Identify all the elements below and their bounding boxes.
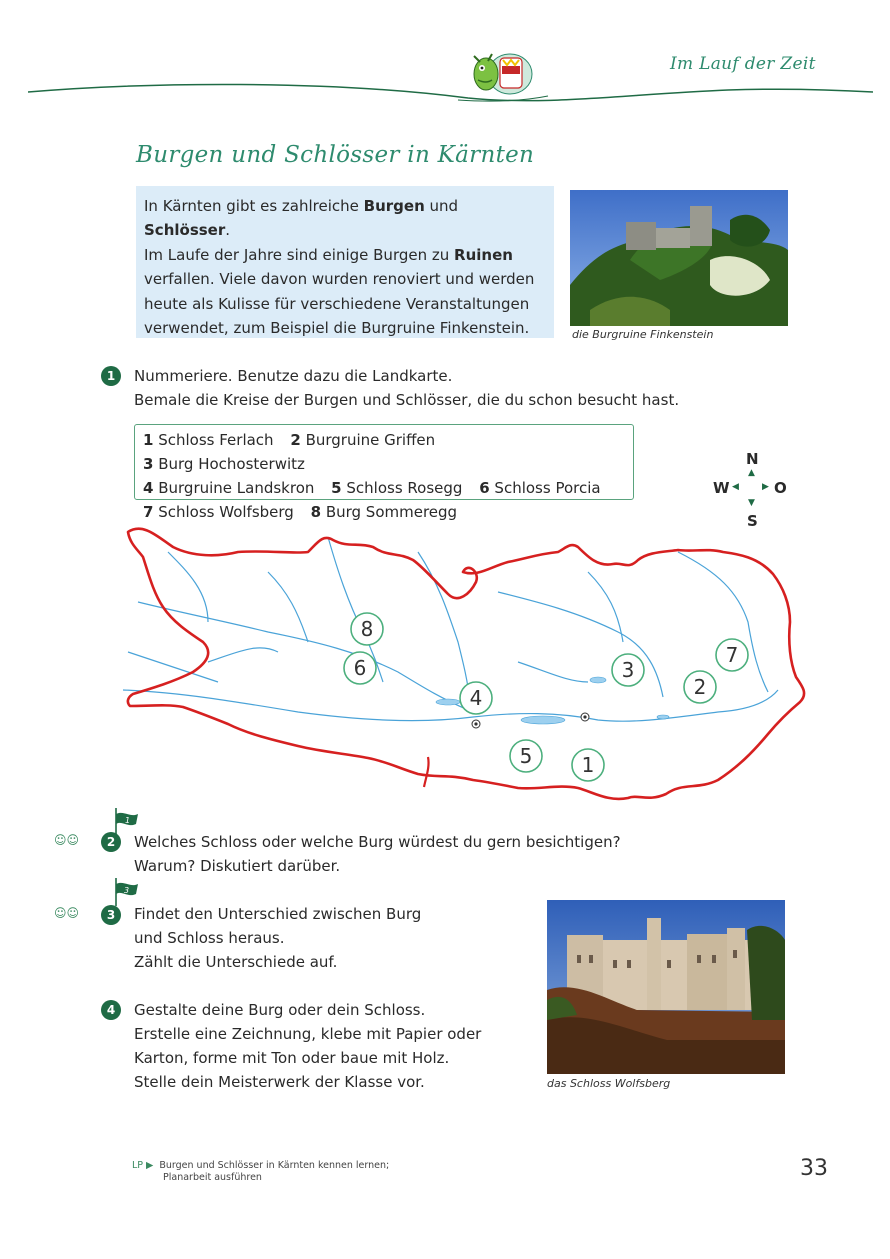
map-marker: [344, 652, 376, 684]
task-4-line-3: Karton, forme mit Ton oder baue mit Holz.: [134, 1049, 450, 1067]
map-marker: [612, 654, 644, 686]
page-number: 33: [800, 1156, 828, 1181]
lp-label: LP ▶: [132, 1160, 154, 1171]
task-3-line-1: Findet den Unterschied zwischen Burg: [134, 905, 422, 923]
map-state-border: [128, 529, 804, 799]
photo-caption-wolfsberg: das Schloss Wolfsberg: [547, 1077, 671, 1090]
map-marker: [684, 671, 716, 703]
map-marker-label: 1: [581, 753, 595, 777]
task-3-text: [134, 902, 421, 974]
map-marker-label: 3: [621, 658, 635, 682]
map-marker: [572, 749, 604, 781]
task-4-line-1: Gestalte deine Burg oder dein Schloss.: [134, 1001, 426, 1019]
castle-list-item: 2 Burgruine Griffen: [290, 431, 436, 449]
castle-list-row-2: [143, 476, 625, 500]
intro-line-4: heute als Kulisse für verschiedene Veranstaltungen: [144, 294, 530, 313]
task-1-line-2: Bemale die Kreise der Burgen und Schlösser, die du schon besucht hast.: [134, 391, 680, 409]
map-marker-label: 7: [725, 643, 739, 667]
task-2-text: [134, 830, 621, 878]
compass-arrow-up-icon: ▲: [748, 468, 755, 478]
castle-list-item: 3 Burg Hochosterwitz: [143, 455, 305, 473]
photo-caption-finkenstein: die Burgruine Finkenstein: [572, 328, 714, 341]
intro-line-5: verwendet, zum Beispiel die Burgruine Finkenstein.: [144, 319, 530, 338]
compass-north: N: [746, 450, 759, 468]
task-4-line-4: Stelle dein Meisterwerk der Klasse vor.: [134, 1073, 425, 1091]
pair-work-icon: ☺☺: [54, 906, 80, 920]
compass-east: O: [774, 479, 787, 497]
task-4-text: [134, 998, 481, 1094]
compass-arrow-down-icon: ▼: [748, 498, 755, 508]
photo-burgruine-finkenstein: [570, 190, 788, 326]
task-2-line-1: Welches Schloss oder welche Burg würdest du gern besichtigen?: [134, 833, 621, 851]
task-number-2: 2: [101, 832, 121, 852]
map-kaernten: [118, 512, 818, 817]
compass-south: S: [747, 512, 758, 530]
compass-arrow-right-icon: ▶: [762, 482, 769, 492]
task-3-line-3: Zählt die Unterschiede auf.: [134, 953, 338, 971]
footer-line-1: LP ▶ Burgen und Schlösser in Kärnten kennen lernen;: [132, 1160, 390, 1171]
task-1-line-1: Nummeriere. Benutze dazu die Landkarte.: [134, 367, 453, 385]
svg-text:3: 3: [124, 886, 130, 895]
intro-line-2: Im Laufe der Jahre sind einige Burgen zu Ruinen: [144, 245, 513, 264]
castle-list-item: 4 Burgruine Landskron: [143, 479, 315, 497]
task-1-text: [134, 364, 679, 412]
intro-line-1: In Kärnten gibt es zahlreiche Burgen und Schlösser.: [144, 197, 459, 240]
intro-text-box: [136, 186, 554, 338]
intro-line-3: verfallen. Viele davon wurden renoviert und werden: [144, 270, 535, 289]
page-title: Burgen und Schlösser in Kärnten: [136, 142, 535, 168]
map-marker-label: 2: [693, 675, 707, 699]
map-marker-label: 6: [353, 656, 367, 680]
map-marker-label: 5: [519, 744, 533, 768]
task-number-4: 4: [101, 1000, 121, 1020]
task-3-line-2: und Schloss heraus.: [134, 929, 285, 947]
castle-list-item: 7 Schloss Wolfsberg: [143, 503, 294, 521]
compass-west: W: [713, 479, 730, 497]
map-rivers: [123, 537, 778, 721]
pair-work-icon: ☺☺: [54, 833, 80, 847]
map-marker: [716, 639, 748, 671]
castle-list-box: [134, 424, 634, 521]
map-marker-label: 4: [469, 686, 483, 710]
map-marker: [510, 740, 542, 772]
task-number-1: 1: [101, 366, 121, 386]
chapter-title: Im Lauf der Zeit: [670, 54, 816, 74]
task-number-3: 3: [101, 905, 121, 925]
map-marker-label: 8: [360, 617, 374, 641]
footer-line-2: Planarbeit ausführen: [163, 1172, 262, 1183]
map-marker: [351, 613, 383, 645]
castle-list-item: 6 Schloss Porcia: [479, 479, 601, 497]
castle-list-item: 1 Schloss Ferlach: [143, 431, 274, 449]
task-2-line-2: Warum? Diskutiert darüber.: [134, 857, 341, 875]
compass-arrow-left-icon: ◀: [732, 482, 739, 492]
task-4-line-2: Erstelle eine Zeichnung, klebe mit Papier oder: [134, 1025, 482, 1043]
castle-list-row-1: [143, 428, 625, 476]
photo-schloss-wolfsberg: [547, 900, 785, 1074]
dragon-mascot-icon: [462, 44, 536, 102]
map-marker: [460, 682, 492, 714]
castle-list-item: 8 Burg Sommeregg: [310, 503, 458, 521]
svg-text:1: 1: [125, 816, 131, 825]
castle-list-item: 5 Schloss Rosegg: [331, 479, 463, 497]
footer-note: [132, 1160, 389, 1184]
